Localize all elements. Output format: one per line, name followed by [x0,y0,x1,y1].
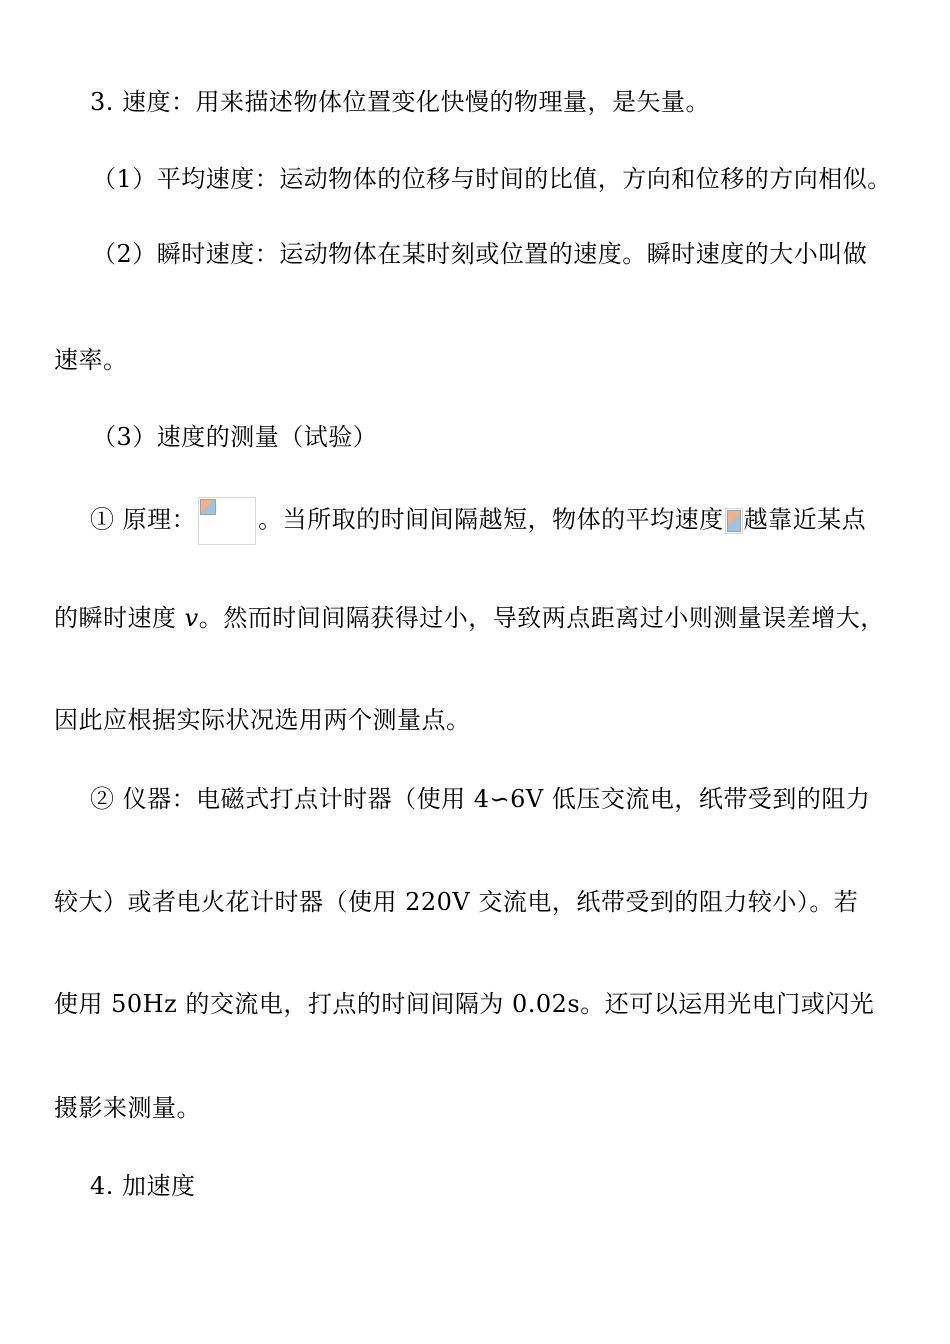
principle-text-end: 越靠近某点 [743,505,867,534]
instantaneous-velocity-paragraph: （2）瞬时速度：运动物体在某时刻或位置的速度。瞬时速度的大小叫做 [92,240,868,268]
principle-continuation-text-2: 。然而时间间隔获得过小，导致两点距离过小则测量误差增大， [198,604,885,632]
principle-label: ① 原理： [90,505,197,534]
instruments-continuation-1: 较大）或者电火花计时器（使用 220V 交流电，纸带受到的阻力较小）。若 [54,888,859,916]
principle-continuation-2: 因此应根据实际状况选用两个测量点。 [54,706,471,734]
average-velocity-paragraph: （1）平均速度：运动物体的位移与时间的比值，方向和位移的方向相似。 [92,165,892,193]
instruments-continuation-3: 摄影来测量。 [54,1094,201,1122]
instruments-paragraph: ② 仪器：电磁式打点计时器（使用 4∽6V 低压交流电，纸带受到的阻力 [90,785,871,813]
velocity-variable: v [184,604,199,632]
principle-text: 。当所取的时间间隔越短，物体的平均速度 [258,505,724,534]
principle-continuation-text: 的瞬时速度 [54,604,185,632]
velocity-measurement-heading: （3）速度的测量（试验） [92,423,378,451]
section-3-heading: 3. 速度：用来描述物体位置变化快慢的物理量，是矢量。 [90,88,711,116]
formula-image-icon [198,497,256,545]
average-velocity-symbol-icon [725,508,743,534]
instruments-continuation-2: 使用 50Hz 的交流电，打点的时间间隔为 0.02s。还可以运用光电门或闪光 [54,990,875,1018]
principle-continuation-1 [54,602,885,634]
principle-paragraph [90,497,866,545]
instantaneous-velocity-continuation: 速率。 [54,346,128,374]
section-4-heading: 4. 加速度 [90,1172,196,1200]
